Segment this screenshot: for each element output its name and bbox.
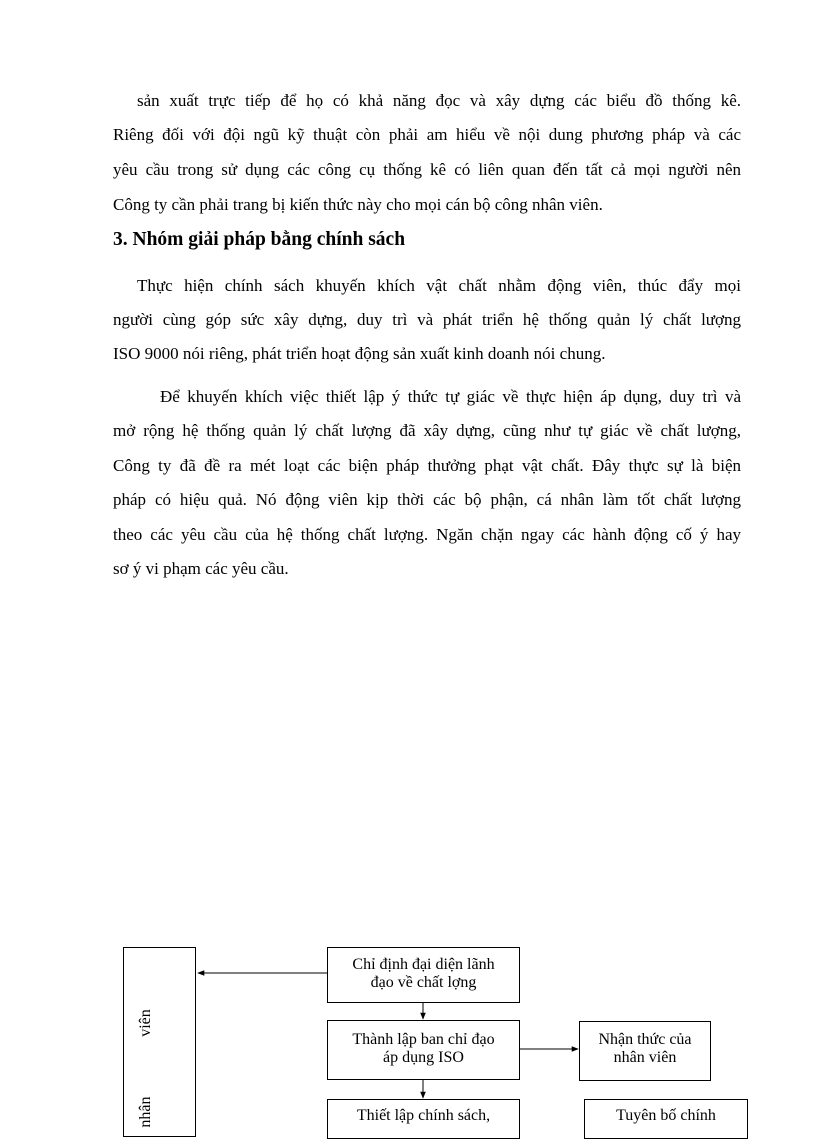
text-line: Để khuyến khích việc thiết lập ý thức tự giác về thực hiện áp dụng, duy trì và bbox=[160, 387, 741, 406]
text-line: yêu cầu trong sử dụng các công cụ thống kê có liên quan đến tất cả mọi người nên bbox=[113, 160, 741, 179]
section-heading: 3. Nhóm giải pháp bằng chính sách bbox=[113, 229, 406, 250]
text-line: người cùng góp sức xây dựng, duy trì và phát triển hệ thống quản lý chất lượng bbox=[113, 310, 741, 329]
box-line: Tuyên bố chính bbox=[616, 1107, 716, 1124]
text-line: Công ty cần phải trang bị kiến thức này cho mọi cán bộ công nhân viên. bbox=[113, 195, 603, 214]
text-line: mở rộng hệ thống quản lý chất lượng đã xây dựng, cũng như tự giác về chất lượng, bbox=[113, 421, 741, 440]
box-line: Thành lập ban chỉ đạo bbox=[352, 1031, 495, 1048]
text-line: Công ty đã đề ra mét loạt các biện pháp thưởng phạt vật chất. Đây thực sự là biện bbox=[113, 456, 741, 475]
text-line: sản xuất trực tiếp để họ có khả năng đọc và xây dựng các biểu đồ thống kê. bbox=[137, 91, 741, 110]
side-label-vien: viên bbox=[137, 1009, 154, 1037]
box-line: Thiết lập chính sách, bbox=[356, 1107, 491, 1124]
box-line: Nhận thức của bbox=[598, 1031, 692, 1048]
text-line: pháp có hiệu quả. Nó động viên kịp thời các bộ phận, cá nhân làm tốt chất lượng bbox=[113, 490, 741, 509]
text-line: Riêng đối với đội ngũ kỹ thuật còn phải am hiểu về nội dung phương pháp và các bbox=[113, 125, 741, 144]
box-line: đạo về chất lợng bbox=[370, 974, 477, 991]
text-line: Thực hiện chính sách khuyến khích vật chất nhằm động viên, thúc đẩy mọi bbox=[137, 276, 741, 295]
text-line: ISO 9000 nói riêng, phát triển hoạt động sản xuất kinh doanh nói chung. bbox=[113, 344, 606, 363]
box-line: áp dụng ISO bbox=[383, 1049, 464, 1066]
side-label-nhan: nhân bbox=[137, 1096, 154, 1128]
box-line: Chỉ định đại diện lãnh bbox=[352, 956, 495, 973]
box-line: nhân viên bbox=[613, 1049, 677, 1066]
text-line: theo các yêu cầu của hệ thống chất lượng. Ngăn chặn ngay các hành động cố ý hay bbox=[113, 525, 741, 544]
text-line: sơ ý vi phạm các yêu cầu. bbox=[113, 559, 289, 578]
